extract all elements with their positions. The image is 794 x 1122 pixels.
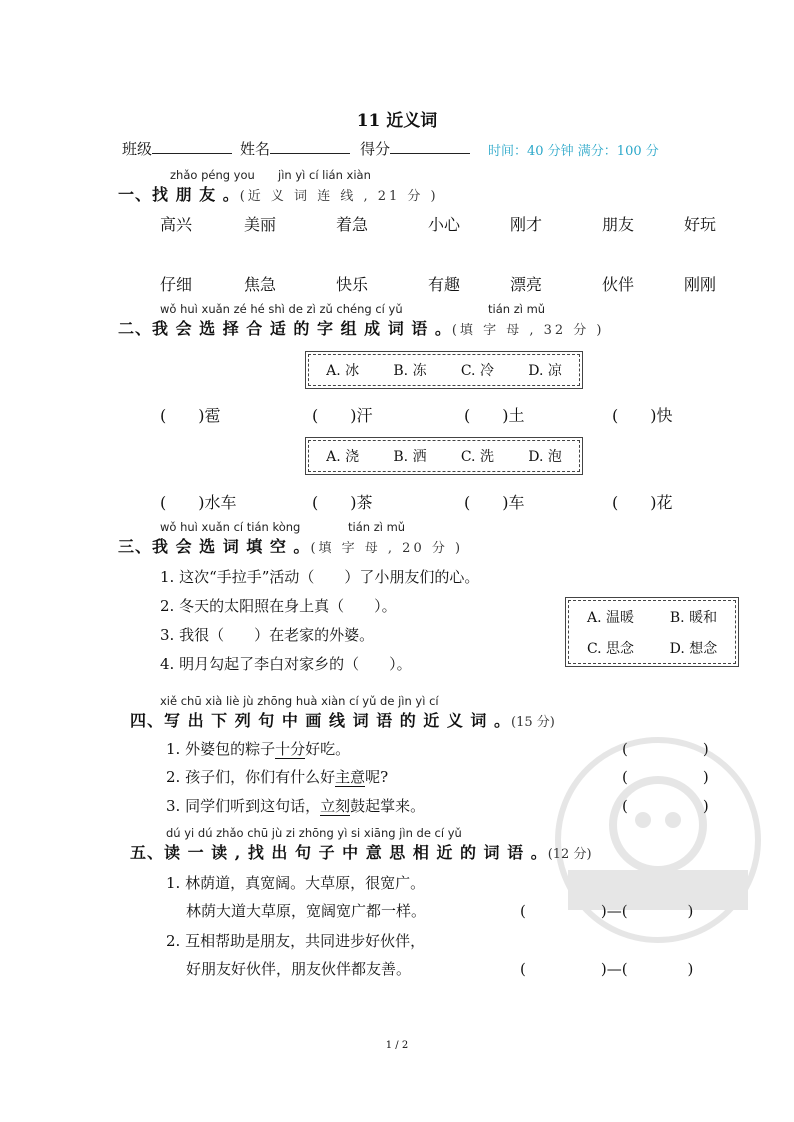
s4-item-1-post: 好吃。 (305, 740, 351, 758)
s2-options-box-1 (308, 354, 580, 386)
class-blank[interactable] (152, 139, 232, 154)
s1-word-2-3[interactable]: 快乐 (336, 275, 369, 294)
s2-option-1d: D. 凉 (528, 363, 562, 379)
s3-item-2[interactable]: 2. 冬天的太阳照在身上真（ ）。 (160, 597, 397, 615)
s3-pinyin: wǒ huì xuǎn cí tián kòng (160, 520, 301, 534)
s2-heading-sub: (填 字 母 , 32 分 ) (451, 323, 605, 338)
s3-item-1[interactable]: 1. 这次“手拉手”活动（ ）了小朋友们的心。 (160, 568, 480, 586)
s2-option-2b: B. 洒 (393, 449, 427, 465)
s2-blank-1-2[interactable]: ( )汗 (312, 406, 373, 425)
s1-word-1-3[interactable]: 着急 (336, 215, 369, 234)
s1-word-1-6[interactable]: 朋友 (602, 215, 635, 234)
s4-answer-2[interactable]: ( ) (622, 768, 709, 786)
s1-word-1-7[interactable]: 好玩 (684, 215, 717, 234)
score-field (360, 138, 470, 159)
s3-heading (118, 534, 463, 557)
s5-heading-text: 五、读 一 读 , 找 出 句 子 中 意 思 相 近 的 词 语 。 (130, 843, 548, 862)
s2-blank-2-2[interactable]: ( )茶 (312, 493, 373, 512)
s1-pinyin-b: jìn yì cí lián xiàn (278, 168, 371, 182)
s4-item-3 (166, 795, 425, 816)
s3-heading-sub: (填 字 母 , 20 分 ) (310, 541, 464, 556)
s1-word-2-1[interactable]: 仔细 (160, 275, 193, 294)
name-blank[interactable] (270, 139, 350, 154)
s5-item-2-line-1: 2. 互相帮助是朋友，共同进步好伙伴， (166, 932, 426, 950)
s3-option-d: D. 想念 (669, 640, 718, 657)
s5-answer-1[interactable]: ( )—( ) (520, 902, 694, 920)
score-blank[interactable] (390, 139, 470, 154)
name-label: 姓名 (240, 140, 271, 158)
s4-item-3-underlined: 立刻 (320, 797, 351, 815)
s4-item-1-pre: 1. 外婆包的粽子 (166, 740, 276, 758)
s3-option-c: C. 思念 (586, 640, 635, 657)
s1-word-1-2[interactable]: 美丽 (244, 215, 277, 234)
s1-word-2-7[interactable]: 刚刚 (684, 275, 717, 294)
s4-item-3-pre: 3. 同学们听到这句话， (166, 797, 321, 815)
s3-option-b: B. 暖和 (669, 609, 718, 626)
s4-heading (130, 708, 555, 731)
s5-item-1-line-2: 林荫大道大草原，宽阔宽广都一样。 (186, 902, 427, 920)
s1-word-2-4[interactable]: 有趣 (428, 275, 461, 294)
s2-blank-1-1[interactable]: ( )雹 (160, 406, 221, 425)
s4-item-2 (166, 766, 388, 787)
s3-options-box (568, 600, 736, 664)
s2-blank-2-1[interactable]: ( )水车 (160, 493, 237, 512)
s2-blank-2-4[interactable]: ( )花 (612, 493, 673, 512)
s4-item-2-pre: 2. 孩子们，你们有什么好 (166, 768, 336, 786)
s1-heading-text: 一、找 朋 友 。 (118, 185, 240, 204)
s3-pinyin-2: tián zì mǔ (348, 520, 406, 534)
s4-answer-3[interactable]: ( ) (622, 797, 709, 815)
s4-pinyin: xiě chū xià liè jù zhōng huà xiàn cí yǔ de jìn yì cí (160, 694, 439, 708)
page-title: 11 近义词 (356, 111, 438, 131)
s3-item-3[interactable]: 3. 我很（ ）在老家的外婆。 (160, 626, 375, 644)
s5-answer-2[interactable]: ( )—( ) (520, 960, 694, 978)
page-number: 1 / 2 (385, 1040, 409, 1051)
s1-word-1-4[interactable]: 小心 (428, 215, 461, 234)
s4-item-3-post: 鼓起掌来。 (350, 797, 426, 815)
s2-options-box-2 (308, 440, 580, 472)
score-label: 得分 (360, 140, 391, 158)
s4-item-2-underlined: 主意 (335, 768, 366, 786)
s3-heading-text: 三、我 会 选 词 填 空 。 (118, 537, 311, 556)
s3-item-4[interactable]: 4. 明月勾起了李白对家乡的（ ）。 (160, 655, 412, 673)
s2-heading (118, 316, 604, 339)
s4-item-1-underlined: 十分 (275, 740, 306, 758)
s2-option-1a: A. 冰 (326, 363, 360, 379)
s5-item-2-line-2: 好朋友好伙伴，朋友伙伴都友善。 (186, 960, 412, 978)
s2-pinyin: wǒ huì xuǎn zé hé shì de zì zǔ chéng cí yǔ (160, 302, 403, 316)
s2-pinyin-2: tián zì mǔ (488, 302, 546, 316)
s2-blank-1-3[interactable]: ( )土 (464, 406, 525, 425)
s2-blank-2-3[interactable]: ( )车 (464, 493, 525, 512)
s2-option-2c: C. 洗 (460, 449, 494, 465)
s1-word-2-5[interactable]: 漂亮 (510, 275, 543, 294)
s5-pinyin: dú yi dú zhǎo chū jù zi zhōng yì si xiāng jìn de cí yǔ (166, 826, 462, 840)
s2-heading-text: 二、我 会 选 择 合 适 的 字 组 成 词 语 。 (118, 319, 452, 338)
s1-heading-sub: (近 义 词 连 线 , 21 分 ) (239, 189, 439, 204)
s5-item-1-line-1: 1. 林荫道，真宽阔。大草原，很宽广。 (166, 874, 426, 892)
s2-blank-1-4[interactable]: ( )快 (612, 406, 673, 425)
name-field (240, 138, 350, 159)
class-label: 班级 (122, 140, 153, 158)
s1-heading (118, 182, 439, 205)
s3-option-a: A. 温暖 (586, 609, 634, 626)
s2-option-1b: B. 冻 (393, 363, 427, 379)
s2-option-2d: D. 泡 (528, 449, 562, 465)
s1-pinyin-a: zhǎo péng you (170, 168, 255, 182)
s5-heading-sub: (12 分) (547, 847, 592, 862)
s4-heading-text: 四、写 出 下 列 句 中 画 线 词 语 的 近 义 词 。 (130, 711, 511, 730)
s5-heading (130, 840, 592, 863)
class-field (122, 138, 232, 159)
s4-heading-sub: (15 分) (511, 715, 555, 730)
time-info: 时间：40 分钟 满分：100 分 (488, 144, 659, 159)
watermark-logo (548, 730, 768, 950)
s1-word-2-6[interactable]: 伙伴 (602, 275, 635, 294)
s2-option-2a: A. 浇 (326, 449, 360, 465)
s1-word-1-5[interactable]: 刚才 (510, 215, 543, 234)
s1-word-1-1[interactable]: 高兴 (160, 215, 193, 234)
s4-answer-1[interactable]: ( ) (622, 740, 709, 758)
s4-item-2-post: 呢? (365, 768, 389, 786)
s2-option-1c: C. 冷 (460, 363, 494, 379)
s4-item-1 (166, 738, 350, 759)
s1-word-2-2[interactable]: 焦急 (244, 275, 277, 294)
